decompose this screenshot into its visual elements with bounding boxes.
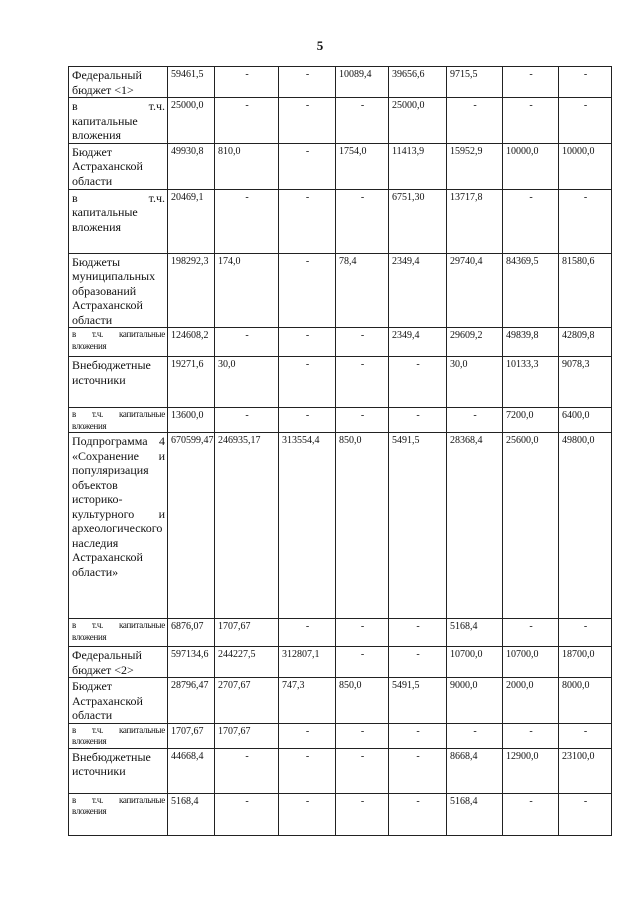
value-cell: 28368,4 <box>447 433 503 619</box>
value-cell: - <box>389 723 447 748</box>
value-cell: 1754,0 <box>336 143 389 189</box>
value-cell: - <box>279 748 336 793</box>
value-cell: 20469,1 <box>168 189 215 253</box>
table-row <box>69 67 612 98</box>
value-cell: - <box>215 189 279 253</box>
value-cell: 312807,1 <box>279 647 336 678</box>
value-cell: - <box>447 408 503 433</box>
value-cell: 49839,8 <box>503 328 559 357</box>
value-cell: - <box>279 253 336 328</box>
value-cell: - <box>389 748 447 793</box>
value-cell: 850,0 <box>336 433 389 619</box>
table-row <box>69 678 612 724</box>
value-cell: - <box>503 793 559 835</box>
value-cell: 198292,3 <box>168 253 215 328</box>
value-cell: 49930,8 <box>168 143 215 189</box>
row-label: Федеральный бюджет <2> <box>69 647 168 678</box>
value-cell: 8000,0 <box>559 678 612 724</box>
value-cell: 747,3 <box>279 678 336 724</box>
value-cell: 10000,0 <box>503 143 559 189</box>
row-label: Внебюджетные источники <box>69 748 168 793</box>
value-cell: 810,0 <box>215 143 279 189</box>
value-cell: - <box>215 67 279 98</box>
value-cell: 5168,4 <box>447 793 503 835</box>
value-cell: - <box>389 647 447 678</box>
table-row <box>69 357 612 408</box>
row-label: Внебюджетные источники <box>69 357 168 408</box>
value-cell: 12900,0 <box>503 748 559 793</box>
row-label: Бюджет Астраханской области <box>69 678 168 724</box>
table-row <box>69 748 612 793</box>
value-cell: - <box>559 723 612 748</box>
value-cell: 19271,6 <box>168 357 215 408</box>
value-cell: - <box>503 619 559 647</box>
row-label: Федеральный бюджет <1> <box>69 67 168 98</box>
value-cell: - <box>559 189 612 253</box>
value-cell: 10133,3 <box>503 357 559 408</box>
row-label: в т.ч. капитальные вложения <box>69 189 168 253</box>
table-row <box>69 619 612 647</box>
value-cell: 7200,0 <box>503 408 559 433</box>
value-cell: - <box>559 619 612 647</box>
value-cell: - <box>279 328 336 357</box>
value-cell: - <box>503 98 559 144</box>
row-label: Бюджет Астраханской области <box>69 143 168 189</box>
table-body <box>69 67 612 836</box>
value-cell: 29609,2 <box>447 328 503 357</box>
value-cell: 2000,0 <box>503 678 559 724</box>
value-cell: 44668,4 <box>168 748 215 793</box>
value-cell: 8668,4 <box>447 748 503 793</box>
value-cell: 597134,6 <box>168 647 215 678</box>
value-cell: - <box>336 357 389 408</box>
value-cell: 15952,9 <box>447 143 503 189</box>
value-cell: 1707,67 <box>215 723 279 748</box>
value-cell: 246935,17 <box>215 433 279 619</box>
row-label: в т.ч. капитальные вложения <box>69 328 168 357</box>
table-row <box>69 253 612 328</box>
value-cell: 2349,4 <box>389 328 447 357</box>
value-cell: 42809,8 <box>559 328 612 357</box>
value-cell: 49800,0 <box>559 433 612 619</box>
value-cell: 78,4 <box>336 253 389 328</box>
value-cell: 10089,4 <box>336 67 389 98</box>
value-cell: 10000,0 <box>559 143 612 189</box>
value-cell: - <box>389 357 447 408</box>
value-cell: - <box>336 748 389 793</box>
value-cell: - <box>336 408 389 433</box>
value-cell: - <box>336 647 389 678</box>
value-cell: 59461,5 <box>168 67 215 98</box>
value-cell: - <box>279 98 336 144</box>
value-cell: 13717,8 <box>447 189 503 253</box>
value-cell: 124608,2 <box>168 328 215 357</box>
value-cell: 25000,0 <box>389 98 447 144</box>
value-cell: - <box>215 793 279 835</box>
value-cell: 25000,0 <box>168 98 215 144</box>
value-cell: - <box>503 189 559 253</box>
value-cell: 5491,5 <box>389 433 447 619</box>
value-cell: 6876,07 <box>168 619 215 647</box>
value-cell: 39656,6 <box>389 67 447 98</box>
page-number: 5 <box>316 38 324 53</box>
value-cell: - <box>215 408 279 433</box>
value-cell: - <box>447 723 503 748</box>
value-cell: - <box>279 793 336 835</box>
value-cell: - <box>336 328 389 357</box>
value-cell: 1707,67 <box>215 619 279 647</box>
table-row <box>69 647 612 678</box>
table-row <box>69 723 612 748</box>
value-cell: - <box>279 723 336 748</box>
table-row <box>69 328 612 357</box>
value-cell: - <box>389 793 447 835</box>
value-cell: - <box>559 67 612 98</box>
value-cell: - <box>336 98 389 144</box>
value-cell: 18700,0 <box>559 647 612 678</box>
table-row <box>69 433 612 619</box>
value-cell: 81580,6 <box>559 253 612 328</box>
value-cell: 2349,4 <box>389 253 447 328</box>
value-cell: - <box>447 98 503 144</box>
row-label: в т.ч. капитальные вложения <box>69 723 168 748</box>
value-cell: 13600,0 <box>168 408 215 433</box>
value-cell: - <box>279 67 336 98</box>
row-label: Бюджеты муниципальных образований Астраханской области <box>69 253 168 328</box>
value-cell: 9715,5 <box>447 67 503 98</box>
row-label: в т.ч. капитальные вложения <box>69 408 168 433</box>
value-cell: 6751,30 <box>389 189 447 253</box>
value-cell: - <box>279 619 336 647</box>
value-cell: 670599,47 <box>168 433 215 619</box>
value-cell: 30,0 <box>447 357 503 408</box>
value-cell: 10700,0 <box>503 647 559 678</box>
value-cell: - <box>279 357 336 408</box>
value-cell: 244227,5 <box>215 647 279 678</box>
value-cell: 84369,5 <box>503 253 559 328</box>
table-row <box>69 189 612 253</box>
budget-table <box>68 66 612 836</box>
value-cell: 6400,0 <box>559 408 612 433</box>
row-label: Подпрограмма 4 «Сохранение и популяризация объектов историко-культурного и археологического наследия Астраханской области» <box>69 433 168 619</box>
value-cell: 23100,0 <box>559 748 612 793</box>
table-row <box>69 793 612 835</box>
value-cell: - <box>336 189 389 253</box>
value-cell: 174,0 <box>215 253 279 328</box>
row-label: в т.ч. капитальные вложения <box>69 98 168 144</box>
value-cell: - <box>279 189 336 253</box>
value-cell: 25600,0 <box>503 433 559 619</box>
value-cell: 2707,67 <box>215 678 279 724</box>
value-cell: - <box>279 408 336 433</box>
value-cell: 11413,9 <box>389 143 447 189</box>
table-row <box>69 408 612 433</box>
value-cell: - <box>215 748 279 793</box>
value-cell: - <box>215 98 279 144</box>
value-cell: 29740,4 <box>447 253 503 328</box>
value-cell: - <box>279 143 336 189</box>
value-cell: - <box>559 793 612 835</box>
value-cell: 28796,47 <box>168 678 215 724</box>
value-cell: - <box>389 408 447 433</box>
value-cell: 5168,4 <box>168 793 215 835</box>
value-cell: 9078,3 <box>559 357 612 408</box>
row-label: в т.ч. капитальные вложения <box>69 619 168 647</box>
value-cell: 850,0 <box>336 678 389 724</box>
value-cell: - <box>559 98 612 144</box>
value-cell: 1707,67 <box>168 723 215 748</box>
value-cell: - <box>503 723 559 748</box>
value-cell: - <box>336 793 389 835</box>
row-label: в т.ч. капитальные вложения <box>69 793 168 835</box>
value-cell: - <box>389 619 447 647</box>
value-cell: 313554,4 <box>279 433 336 619</box>
value-cell: 9000,0 <box>447 678 503 724</box>
value-cell: - <box>215 328 279 357</box>
value-cell: - <box>503 67 559 98</box>
value-cell: 30,0 <box>215 357 279 408</box>
table-row <box>69 98 612 144</box>
table-row <box>69 143 612 189</box>
value-cell: 5168,4 <box>447 619 503 647</box>
value-cell: - <box>336 619 389 647</box>
value-cell: 5491,5 <box>389 678 447 724</box>
value-cell: - <box>336 723 389 748</box>
value-cell: 10700,0 <box>447 647 503 678</box>
